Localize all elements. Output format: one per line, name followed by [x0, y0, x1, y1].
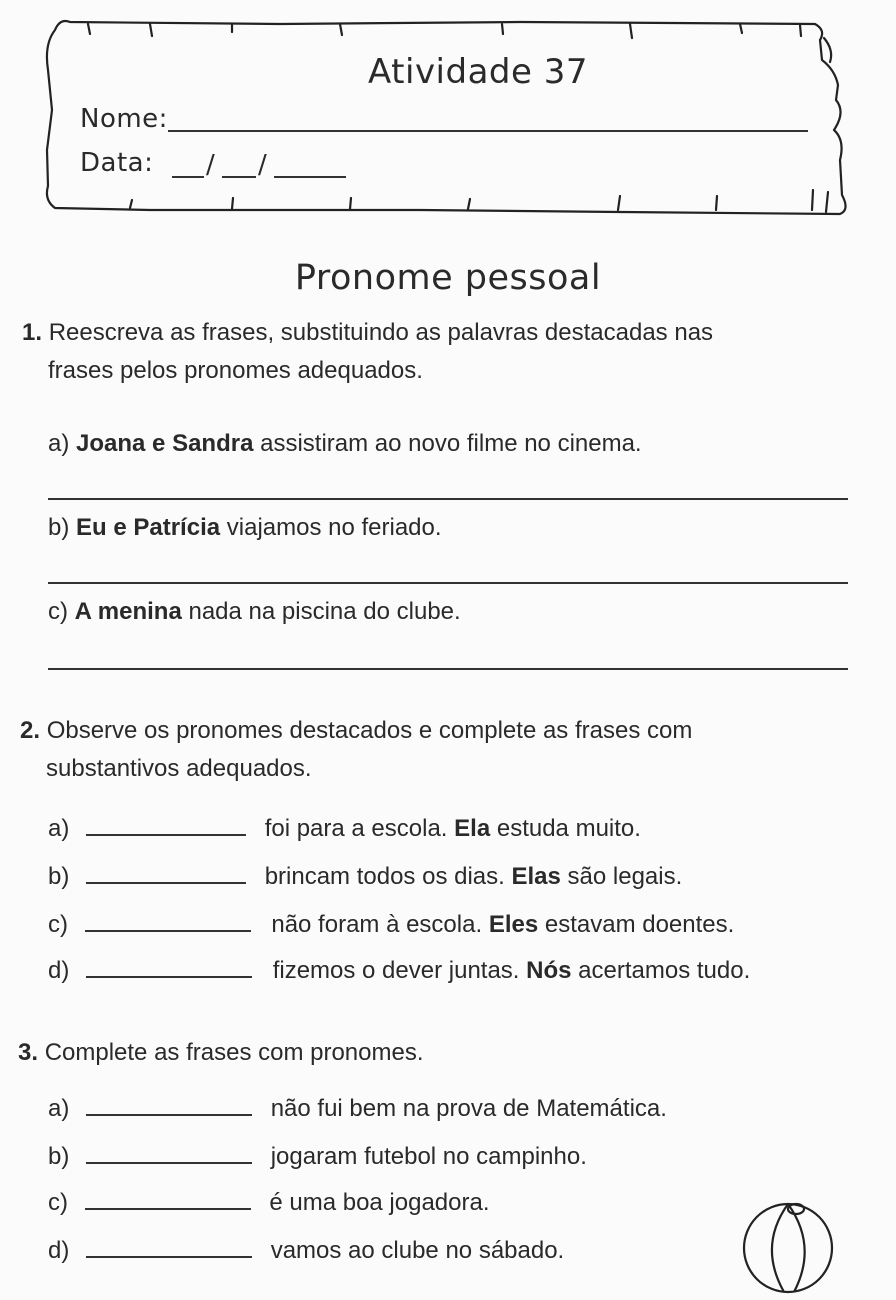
question-3 [18, 1034, 838, 1072]
highlighted-words: Eu e Patrícia [76, 514, 221, 541]
question-text: Complete as frases com pronomes. [44, 1039, 424, 1066]
name-label: Nome: [80, 104, 168, 134]
q3-item-d: d) vamos ao clube no sábado. [48, 1237, 565, 1264]
question-number: 3. [18, 1039, 39, 1066]
q3-item-c: c) é uma boa jogadora. [48, 1189, 490, 1216]
answer-line-c[interactable] [48, 668, 848, 670]
highlighted-words: Joana e Sandra [76, 430, 254, 457]
q1-item-c: c) A menina nada na piscina do clube. [48, 598, 461, 625]
date-month-blank[interactable] [222, 176, 256, 178]
fill-blank[interactable] [86, 1142, 252, 1164]
answer-line-b[interactable] [48, 582, 848, 584]
date-slash-2: / [258, 150, 268, 180]
fill-blank[interactable] [85, 1188, 251, 1210]
fill-blank[interactable] [86, 956, 252, 978]
question-1 [22, 314, 842, 390]
question-text-cont: frases pelos pronomes adequados. [48, 357, 423, 384]
q3-item-a: a) não fui bem na prova de Matemática. [48, 1095, 667, 1122]
fill-blank[interactable] [86, 814, 246, 836]
q2-item-a: a) foi para a escola. Ela estuda muito. [48, 815, 641, 842]
question-2 [20, 712, 840, 788]
beach-ball-icon [738, 1196, 838, 1296]
question-text: Reescreva as frases, substituindo as palavras destacadas nas [48, 319, 714, 346]
activity-title: Atividade 37 [368, 52, 588, 92]
q1-item-a: a) Joana e Sandra assistiram ao novo filme no cinema. [48, 430, 642, 457]
answer-line-a[interactable] [48, 498, 848, 500]
q2-item-b: b) brincam todos os dias. Elas são legais. [48, 863, 683, 890]
question-text: Observe os pronomes destacados e complete as frases com [46, 717, 693, 744]
question-number: 1. [22, 319, 43, 346]
highlighted-words: A menina [74, 598, 182, 625]
date-label: Data: [80, 148, 154, 178]
date-year-blank[interactable] [274, 176, 346, 178]
q3-item-b: b) jogaram futebol no campinho. [48, 1143, 587, 1170]
fill-blank[interactable] [85, 910, 251, 932]
section-title: Pronome pessoal [294, 258, 602, 298]
fill-blank[interactable] [86, 1094, 252, 1116]
q2-item-d: d) fizemos o dever juntas. Nós acertamos tudo. [48, 957, 751, 984]
q1-item-b: b) Eu e Patrícia viajamos no feriado. [48, 514, 442, 541]
q2-item-c: c) não foram à escola. Eles estavam doentes. [48, 911, 735, 938]
question-number: 2. [20, 717, 41, 744]
fill-blank[interactable] [86, 862, 246, 884]
date-day-blank[interactable] [172, 176, 204, 178]
name-blank-line[interactable] [168, 130, 808, 132]
fill-blank[interactable] [86, 1236, 252, 1258]
date-slash-1: / [206, 150, 216, 180]
question-text-cont: substantivos adequados. [46, 755, 312, 782]
